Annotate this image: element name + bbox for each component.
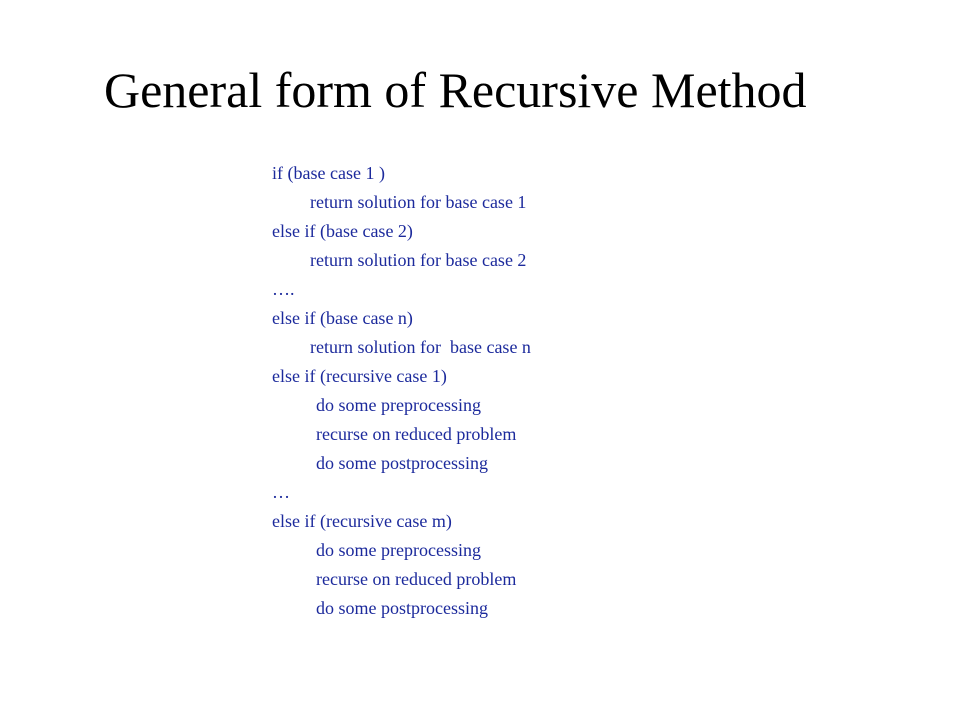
code-line: else if (base case n) <box>272 308 413 328</box>
code-line: do some postprocessing <box>316 453 488 473</box>
code-line: else if (recursive case m) <box>272 511 452 531</box>
code-line: do some preprocessing <box>316 395 481 415</box>
code-line: else if (recursive case 1) <box>272 366 447 386</box>
code-line: return solution for base case 1 <box>310 192 527 212</box>
code-line: do some preprocessing <box>316 540 481 560</box>
code-line: if (base case 1 ) <box>272 163 385 183</box>
code-line: …. <box>272 279 295 299</box>
slide-title: General form of Recursive Method <box>104 62 807 118</box>
code-line: return solution for base case 2 <box>310 250 527 270</box>
code-line: recurse on reduced problem <box>316 424 517 444</box>
code-line: return solution for base case n <box>310 337 531 357</box>
code-line: recurse on reduced problem <box>316 569 517 589</box>
pseudocode-block <box>272 159 531 623</box>
code-line: else if (base case 2) <box>272 221 413 241</box>
code-line: do some postprocessing <box>316 598 488 618</box>
code-line: … <box>272 482 290 502</box>
